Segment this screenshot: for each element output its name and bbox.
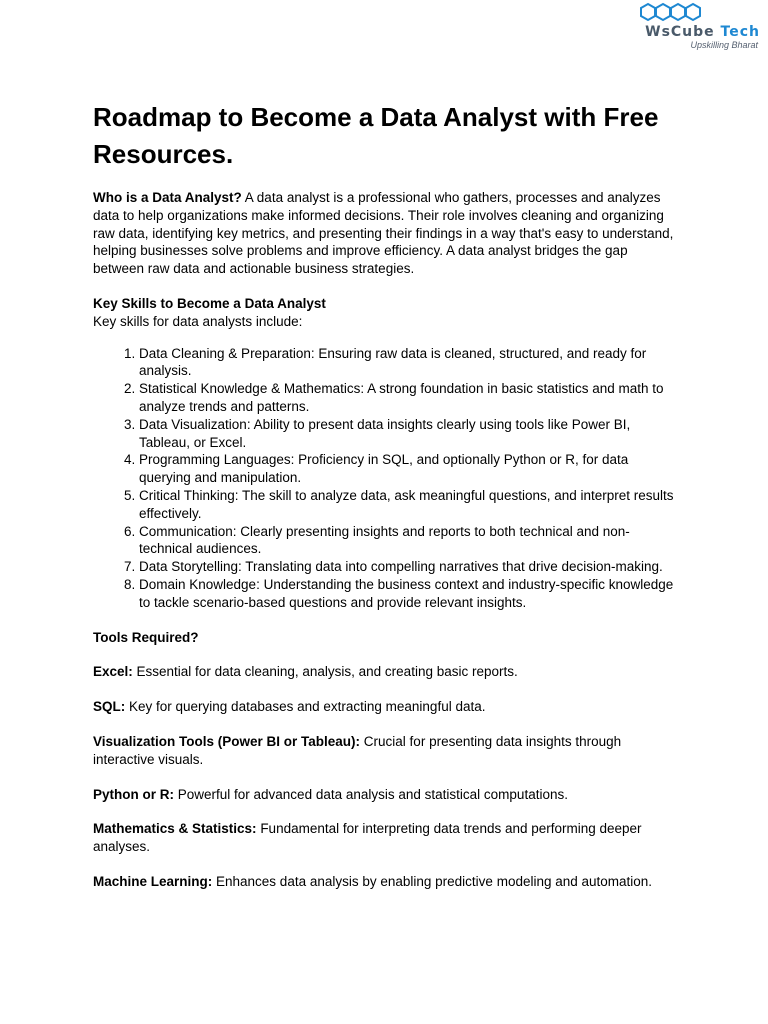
- list-item: 7. Data Storytelling: Translating data into compelling narratives that drive decision-making.: [139, 558, 678, 576]
- logo-wordmark: [635, 24, 760, 40]
- tool-description: Enhances data analysis by enabling predictive modeling and automation.: [212, 873, 653, 889]
- tool-label: Machine Learning:: [93, 873, 213, 889]
- list-item: 6. Communication: Clearly presenting insights and reports to both technical and non-technical audiences.: [139, 523, 678, 559]
- tool-description: Essential for data cleaning, analysis, and creating basic reports.: [132, 664, 518, 680]
- tool-item-math-stats: [93, 820, 678, 856]
- tool-description: Key for querying databases and extracting meaningful data.: [125, 699, 486, 715]
- tool-item-python-r: [93, 786, 678, 804]
- list-item: 1. Data Cleaning & Preparation: Ensuring raw data is cleaned, structured, and ready for analysis.: [139, 345, 678, 381]
- page-title: Roadmap to Become a Data Analyst with Free Resources.: [93, 102, 659, 169]
- list-item: 8. Domain Knowledge: Understanding the business context and industry-specific knowledge to tackle scenario-based questions and provide relevant insights.: [139, 576, 678, 612]
- tools-heading: [93, 629, 678, 647]
- tool-item-sql: [93, 698, 678, 716]
- intro-label: Who is a Data Analyst?: [93, 190, 242, 205]
- tool-description: Powerful for advanced data analysis and statistical computations.: [174, 786, 568, 802]
- tool-description: Fundamental for interpreting data trends and performing deeper analyses.: [93, 821, 642, 855]
- tool-item-visualization: [93, 733, 678, 769]
- tool-item-excel: [93, 663, 678, 681]
- skills-heading: [93, 295, 678, 313]
- brand-logo: [635, 2, 760, 50]
- skills-list: [93, 345, 678, 612]
- tool-label: Mathematics & Statistics:: [93, 821, 257, 837]
- skills-lead: Key skills for data analysts include:: [93, 313, 303, 329]
- tool-description: Crucial for presenting data insights through interactive visuals.: [93, 733, 622, 767]
- tool-item-machine-learning: [93, 873, 678, 891]
- logo-name-part2: Tech: [720, 24, 760, 40]
- tool-label: Python or R:: [93, 786, 174, 802]
- intro-paragraph: [93, 189, 678, 278]
- logo-name-part1: WsCube: [645, 24, 721, 40]
- tool-label: Excel:: [93, 664, 133, 680]
- intro-text: A data analyst is a professional who gathers, processes and analyzes data to help organizations make informed decisions. Their role involves cleaning and organizing raw data, identifying key metrics, and presenting their findings in a way that's easy to understand, helping businesses solve problems and improve efficiency. A data analyst bridges the gap between raw data and actionable business strategies.: [93, 190, 674, 277]
- tool-label: SQL:: [93, 699, 126, 715]
- list-item: 2. Statistical Knowledge & Mathematics: A strong foundation in basic statistics and math to analyze trends and patterns.: [139, 380, 678, 416]
- document-body: [93, 99, 678, 891]
- tool-label: Visualization Tools (Power BI or Tableau):: [93, 733, 361, 749]
- list-item: 3. Data Visualization: Ability to present data insights clearly using tools like Power BI, Tableau, or Excel.: [139, 416, 678, 452]
- list-item: 4. Programming Languages: Proficiency in SQL, and optionally Python or R, for data querying and manipulation.: [139, 451, 678, 487]
- list-item: 5. Critical Thinking: The skill to analyze data, ask meaningful questions, and interpret results effectively.: [139, 487, 678, 523]
- skills-heading-text: Key Skills to Become a Data Analyst: [93, 295, 326, 311]
- tools-heading-text: Tools Required?: [93, 629, 199, 645]
- logo-tagline: Upskilling Bharat: [690, 40, 758, 50]
